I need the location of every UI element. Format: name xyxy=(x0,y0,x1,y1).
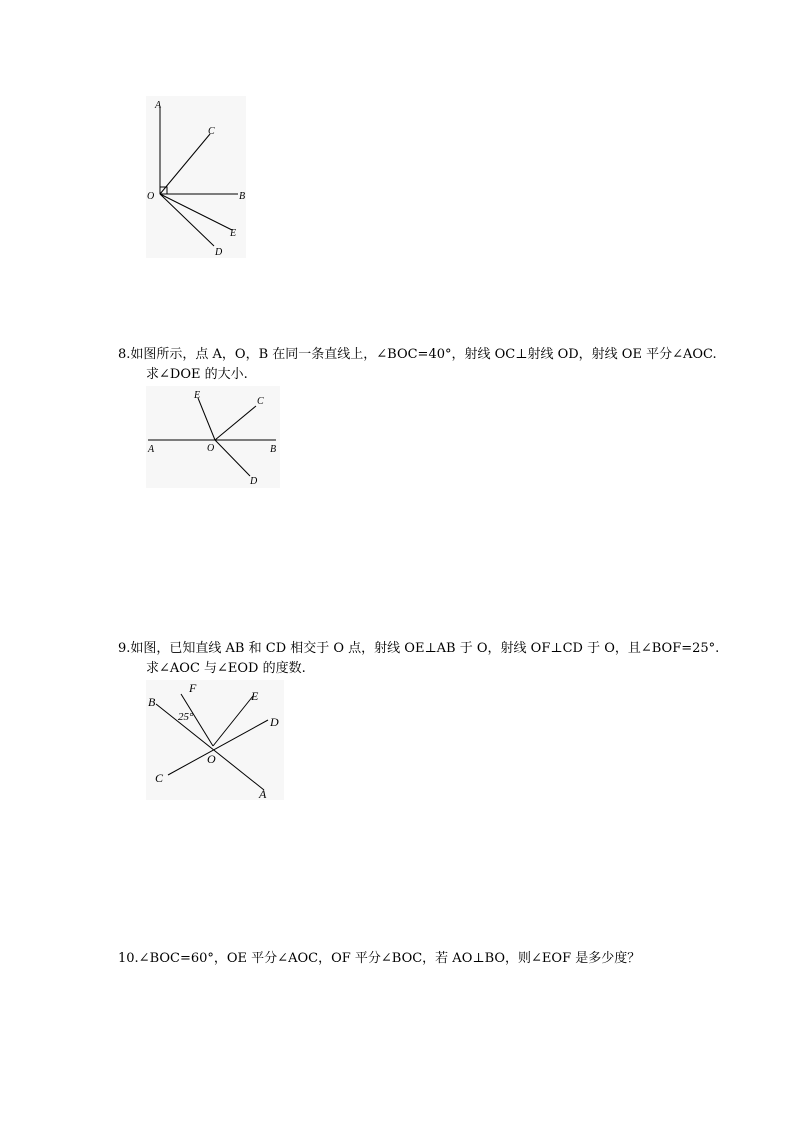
ray-oe xyxy=(213,696,253,746)
label-c: C xyxy=(257,396,264,407)
label-d: D xyxy=(215,247,223,258)
angle-label-bof: 25° xyxy=(178,711,194,723)
ray-od xyxy=(160,194,214,246)
question-9-line-2: 求∠AOC 与∠EOD 的度数. xyxy=(146,661,306,676)
ray-oe xyxy=(160,194,232,230)
question-10-line-1: 10.∠BOC=60°，OE 平分∠AOC，OF 平分∠BOC，若 AO⊥BO，则∠EOF 是多少度？ xyxy=(118,951,641,966)
label-o: O xyxy=(207,443,215,454)
label-o: O xyxy=(207,752,216,766)
question-8-line-1: 8.如图所示，点 A，O，B 在同一条直线上，∠BOC=40°，射线 OC⊥射线 OD，射线 OE 平分∠AOC. xyxy=(118,347,717,362)
ray-od xyxy=(215,440,250,476)
label-e: E xyxy=(251,689,259,703)
label-c: C xyxy=(208,126,215,137)
label-e: E xyxy=(194,390,201,401)
label-c: C xyxy=(155,771,164,785)
question-8-line-2: 求∠DOE 的大小. xyxy=(146,367,248,382)
label-a: A xyxy=(259,787,267,800)
ray-oe xyxy=(198,398,215,440)
line-cd xyxy=(168,720,268,775)
figure-q7-diagram xyxy=(146,96,246,258)
figure-q8 xyxy=(146,386,280,488)
label-a: A xyxy=(148,444,155,455)
label-f: F xyxy=(189,681,197,695)
label-e: E xyxy=(230,228,237,239)
figure-q9-diagram xyxy=(146,680,284,800)
label-b: B xyxy=(270,444,277,455)
figure-q9 xyxy=(146,680,284,800)
ray-oc xyxy=(160,134,210,194)
label-o: O xyxy=(147,191,155,202)
ray-oc xyxy=(215,406,256,440)
label-b: B xyxy=(148,695,156,709)
label-b: B xyxy=(239,191,246,202)
figure-q7 xyxy=(146,96,246,258)
label-a: A xyxy=(155,100,162,111)
label-d: D xyxy=(270,715,279,729)
line-ab xyxy=(156,704,264,790)
question-9-line-1: 9.如图，已知直线 AB 和 CD 相交于 O 点，射线 OE⊥AB 于 O，射线 OF⊥CD 于 O，且∠BOF=25°. xyxy=(118,641,720,656)
figure-q8-diagram xyxy=(146,386,280,488)
label-d: D xyxy=(250,476,258,487)
